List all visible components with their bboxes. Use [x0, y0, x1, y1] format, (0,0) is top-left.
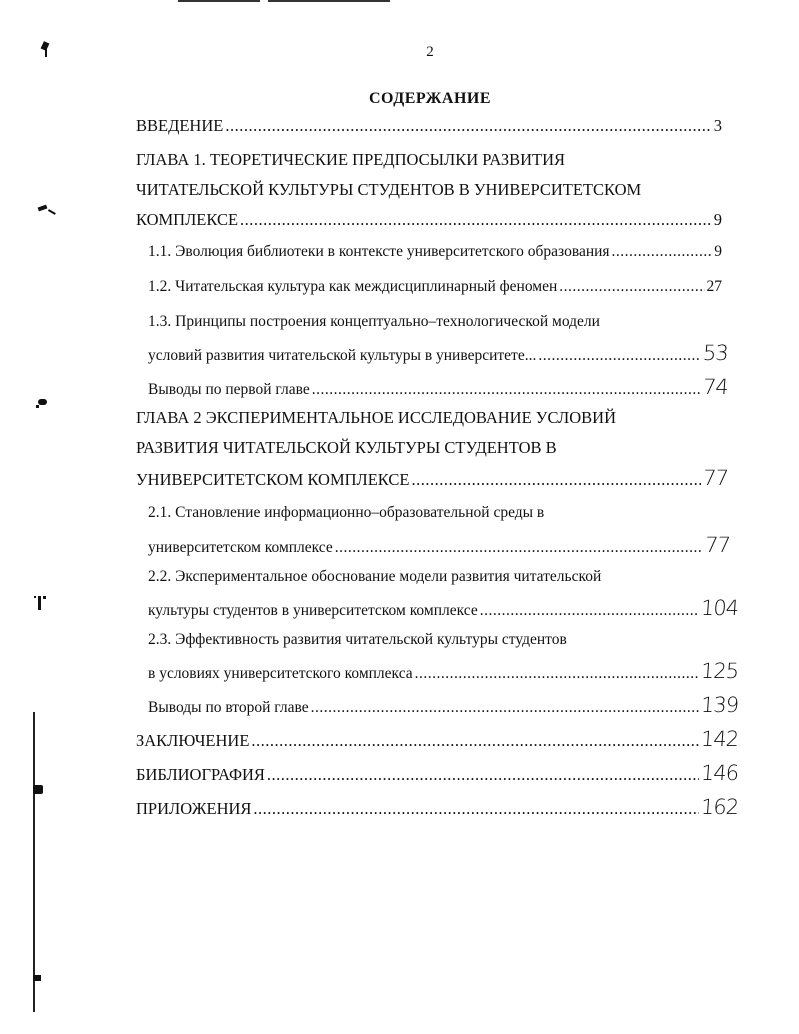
- toc-chapter-1-line-1: ГЛАВА 1. ТЕОРЕТИЧЕСКИЕ ПРЕДПОСЫЛКИ РАЗВИТИЯ: [136, 150, 566, 169]
- leader-dots: [225, 116, 711, 136]
- leader-dots: [251, 731, 698, 751]
- toc-page-number: 9: [713, 210, 722, 229]
- toc-entry-label: БИБЛИОГРАФИЯ: [136, 765, 265, 784]
- scan-speck: [33, 975, 41, 981]
- scan-speck: [38, 596, 41, 610]
- toc-page-number: 9: [714, 243, 722, 260]
- toc-page-number: 139: [700, 693, 739, 717]
- toc-entry-label: в условиях университетского комплекса: [148, 665, 413, 682]
- scan-speck: [38, 205, 48, 212]
- leader-dots: [312, 381, 702, 399]
- toc-chapter-1-line-2: ЧИТАТЕЛЬСКОЙ КУЛЬТУРЫ СТУДЕНТОВ В УНИВЕРСИТЕТСКОМ: [136, 180, 642, 199]
- leader-dots: [253, 799, 699, 819]
- toc-entry-1-2: [148, 278, 722, 296]
- toc-entry-label: ПРИЛОЖЕНИЯ: [136, 799, 252, 818]
- page-number: 2: [426, 44, 434, 60]
- leader-dots: [412, 470, 702, 490]
- toc-page-number: 77: [704, 533, 731, 557]
- toc-entry-label: КОМПЛЕКСЕ: [136, 210, 239, 229]
- toc-entry-label: Выводы по первой главе: [148, 381, 310, 398]
- toc-entry-2-1-line-1: 2.1. Становление информационно–образовательной среды в: [148, 504, 545, 521]
- toc-entry-appendix: [136, 795, 738, 819]
- toc-entry-bibliography: [136, 761, 738, 785]
- toc-entry-label: условий развития читательской культуры в университете...: [148, 347, 537, 364]
- toc-page-number: 125: [700, 659, 739, 683]
- toc-entry-1-3-line-1: 1.3. Принципы построения концептуально–технологической модели: [148, 313, 600, 330]
- toc-page-number: 142: [700, 727, 739, 751]
- scan-speck: [45, 49, 47, 57]
- toc-entry-2-2-line-1: 2.2. Экспериментальное обоснование модели развития читательской: [148, 568, 602, 585]
- toc-title: СОДЕРЖАНИЕ: [368, 90, 492, 107]
- toc-entry-conclusions-2: [148, 693, 738, 717]
- scan-speck: [48, 209, 56, 214]
- toc-page-number: 77: [702, 466, 729, 490]
- scan-speck: [36, 405, 39, 408]
- toc-page-number: 3: [713, 116, 722, 135]
- toc-entry-label: УНИВЕРСИТЕТСКОМ КОМПЛЕКСЕ: [136, 470, 410, 489]
- scan-speck: [38, 399, 47, 405]
- scan-speck: [34, 596, 36, 598]
- leader-dots: [311, 699, 699, 717]
- scan-edge-mark: [178, 0, 260, 2]
- leader-dots: [415, 665, 699, 683]
- toc-entry-2-3-line-1: 2.3. Эффективность развития читательской культуры студентов: [148, 631, 567, 648]
- leader-dots: [559, 278, 704, 296]
- toc-entry-label: культуры студентов в университетском комплексе: [148, 602, 478, 619]
- toc-entry-label: Выводы по второй главе: [148, 699, 309, 716]
- leader-dots: [538, 347, 701, 365]
- toc-entry-label: университетском комплексе: [148, 539, 333, 556]
- toc-entry-1-1: [148, 243, 722, 261]
- toc-entry-2-1: [148, 533, 730, 557]
- leader-dots: [267, 765, 699, 785]
- toc-page-number: 27: [706, 278, 722, 295]
- scan-speck: [43, 596, 46, 599]
- toc-entry-label: ЗАКЛЮЧЕНИЕ: [136, 731, 250, 750]
- leader-dots: [335, 539, 704, 557]
- toc-entry-chapter-1: [136, 210, 722, 230]
- toc-entry-label: 1.1. Эволюция библиотеки в контексте университетского образования: [148, 243, 610, 260]
- toc-entry-intro: [136, 116, 722, 136]
- toc-page-number: 74: [702, 375, 729, 399]
- toc-page-number: 104: [700, 596, 739, 620]
- scan-edge-line: [33, 712, 35, 1012]
- toc-entry-2-2: [148, 596, 738, 620]
- leader-dots: [612, 243, 713, 261]
- toc-chapter-2-line-1: ГЛАВА 2 ЭКСПЕРИМЕНТАЛЬНОЕ ИССЛЕДОВАНИЕ УСЛОВИЙ: [136, 408, 616, 427]
- toc-entry-label: 1.2. Читательская культура как междисциплинарный феномен: [148, 278, 558, 295]
- toc-entry-conclusions-1: [148, 375, 728, 399]
- toc-entry-chapter-2: [136, 466, 728, 490]
- toc-page-number: 162: [700, 795, 739, 819]
- toc-entry-label: ВВЕДЕНИЕ: [136, 116, 224, 135]
- toc-page-number: 53: [702, 341, 729, 365]
- toc-chapter-2-line-2: РАЗВИТИЯ ЧИТАТЕЛЬСКОЙ КУЛЬТУРЫ СТУДЕНТОВ В: [136, 438, 557, 457]
- leader-dots: [240, 210, 712, 230]
- scan-speck: [33, 785, 43, 794]
- toc-entry-conclusion: [136, 727, 738, 751]
- toc-entry-2-3: [148, 659, 738, 683]
- toc-entry-1-3: [148, 341, 728, 365]
- scan-edge-mark: [268, 0, 390, 2]
- leader-dots: [480, 602, 699, 620]
- toc-page-number: 146: [700, 761, 739, 785]
